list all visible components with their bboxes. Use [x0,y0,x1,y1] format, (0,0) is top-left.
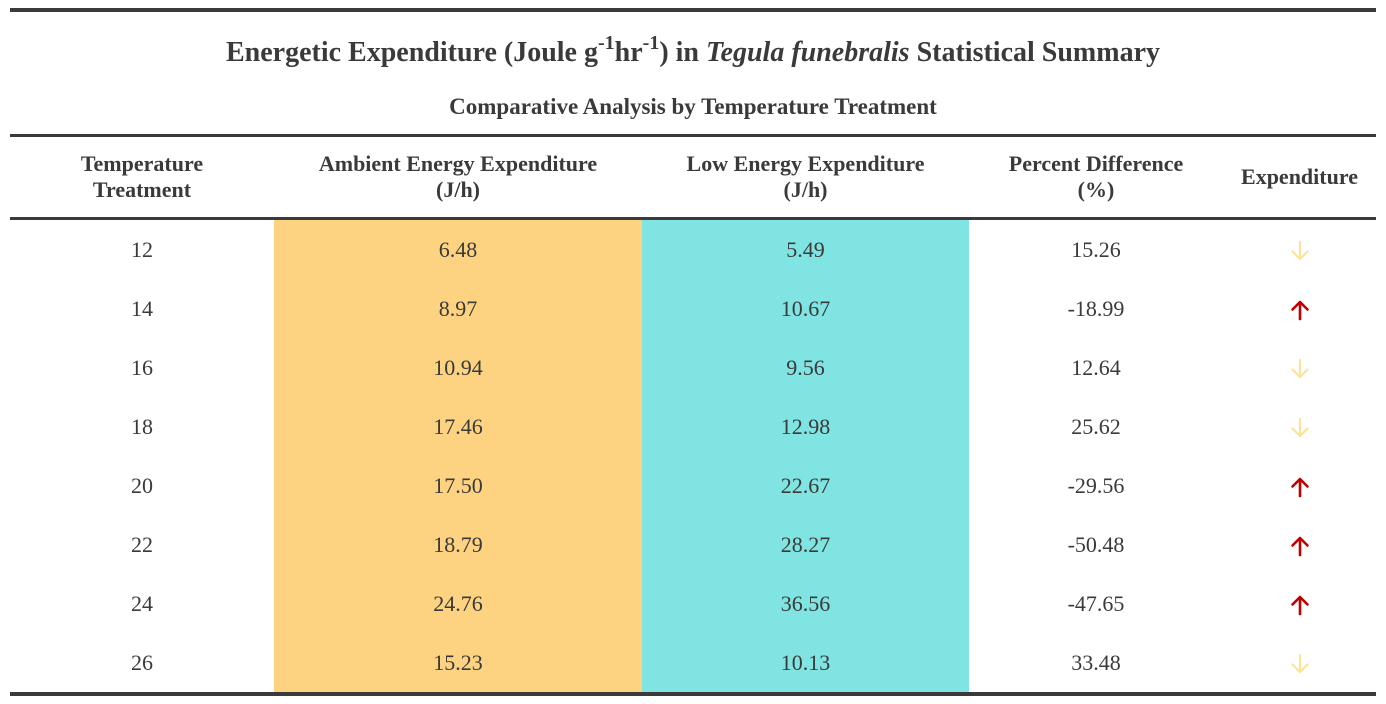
cell-percent-difference: 33.48 [969,633,1223,694]
header-ambient-expenditure [274,137,642,219]
cell-ambient-expenditure: 18.79 [274,515,642,574]
cell-percent-difference: 12.64 [1071,354,1121,380]
arrow-up-icon [1288,475,1312,499]
cell-temperature: 22 [131,531,153,557]
title-sup-2: -1 [642,31,660,54]
cell-percent-difference: 15.26 [1071,236,1121,262]
table-row [10,279,1376,338]
cell-temperature: 14 [131,295,153,321]
cell-expenditure-direction [1223,279,1376,338]
cell-percent-difference: -50.48 [1067,531,1125,557]
table-title [10,12,1376,90]
table-row [10,633,1376,694]
header-low-expenditure [642,137,969,219]
cell-ambient-expenditure: 15.23 [274,633,642,694]
header-low-line-2: (J/h) [783,177,828,202]
summary-table [10,137,1376,696]
cell-temperature: 24 [131,590,153,616]
cell-temperature: 20 [131,472,153,498]
arrow-down-icon [1288,416,1312,440]
cell-expenditure-direction [1223,574,1376,633]
cell-low-expenditure: 9.56 [642,338,969,397]
cell-ambient-expenditure: 24.76 [274,574,642,633]
cell-expenditure-direction [1223,397,1376,456]
header-pct-line-2: (%) [1077,177,1115,202]
header-expenditure: Expenditure [1223,137,1376,219]
title-species: Tegula funebralis [706,37,910,68]
table-row [10,219,1376,280]
header-low-line-1: Low Energy Expenditure [686,151,925,176]
header-ambient-line-1: Ambient Energy Expenditure [318,151,598,176]
cell-percent-difference: -18.99 [1067,295,1125,321]
arrow-down-icon [1288,652,1312,676]
header-pct-line-1: Percent Difference [1008,151,1184,176]
cell-ambient-expenditure: 17.50 [274,456,642,515]
arrow-up-icon [1288,298,1312,322]
cell-low-expenditure: 10.13 [642,633,969,694]
cell-expenditure-direction [1223,515,1376,574]
header-ambient-line-2: (J/h) [436,177,480,202]
cell-expenditure-direction [1223,338,1376,397]
arrow-up-icon [1288,534,1312,558]
table-row [10,515,1376,574]
cell-low-expenditure: 36.56 [642,574,969,633]
cell-ambient-expenditure: 8.97 [274,279,642,338]
cell-temperature: 16 [131,354,153,380]
header-temperature-treatment [10,137,274,219]
table-body [10,219,1376,695]
cell-low-expenditure: 12.98 [642,397,969,456]
arrow-down-icon [1288,357,1312,381]
cell-low-expenditure: 10.67 [642,279,969,338]
arrow-down-icon [1288,239,1312,263]
cell-low-expenditure: 28.27 [642,515,969,574]
arrow-up-icon [1288,593,1312,617]
title-mid: hr [614,37,643,68]
cell-expenditure-direction [1223,219,1376,280]
header-temp-line-1: Temperature [80,151,204,176]
table-row [10,574,1376,633]
header-percent-difference [969,137,1223,219]
cell-expenditure-direction [1223,633,1376,694]
summary-table-container [10,8,1376,696]
table-row [10,397,1376,456]
cell-low-expenditure: 22.67 [642,456,969,515]
cell-ambient-expenditure: 6.48 [274,219,642,280]
cell-expenditure-direction [1223,456,1376,515]
cell-percent-difference: -47.65 [1067,590,1125,616]
cell-temperature: 18 [131,413,153,439]
cell-percent-difference: 25.62 [1071,413,1121,439]
title-after-units: ) in [659,37,707,68]
cell-temperature: 12 [131,236,153,262]
cell-percent-difference: -29.56 [1067,472,1125,498]
header-temp-line-2: Treatment [92,177,192,202]
title-suffix: Statistical Summary [909,37,1161,68]
cell-temperature: 26 [10,633,274,694]
title-sup-1: -1 [597,31,615,54]
table-row [10,456,1376,515]
cell-ambient-expenditure: 17.46 [274,397,642,456]
cell-ambient-expenditure: 10.94 [274,338,642,397]
cell-low-expenditure: 5.49 [642,219,969,280]
table-subtitle: Comparative Analysis by Temperature Treatment [449,94,937,119]
header-row [10,137,1376,219]
title-prefix: Energetic Expenditure (Joule g [225,37,598,68]
table-row [10,338,1376,397]
